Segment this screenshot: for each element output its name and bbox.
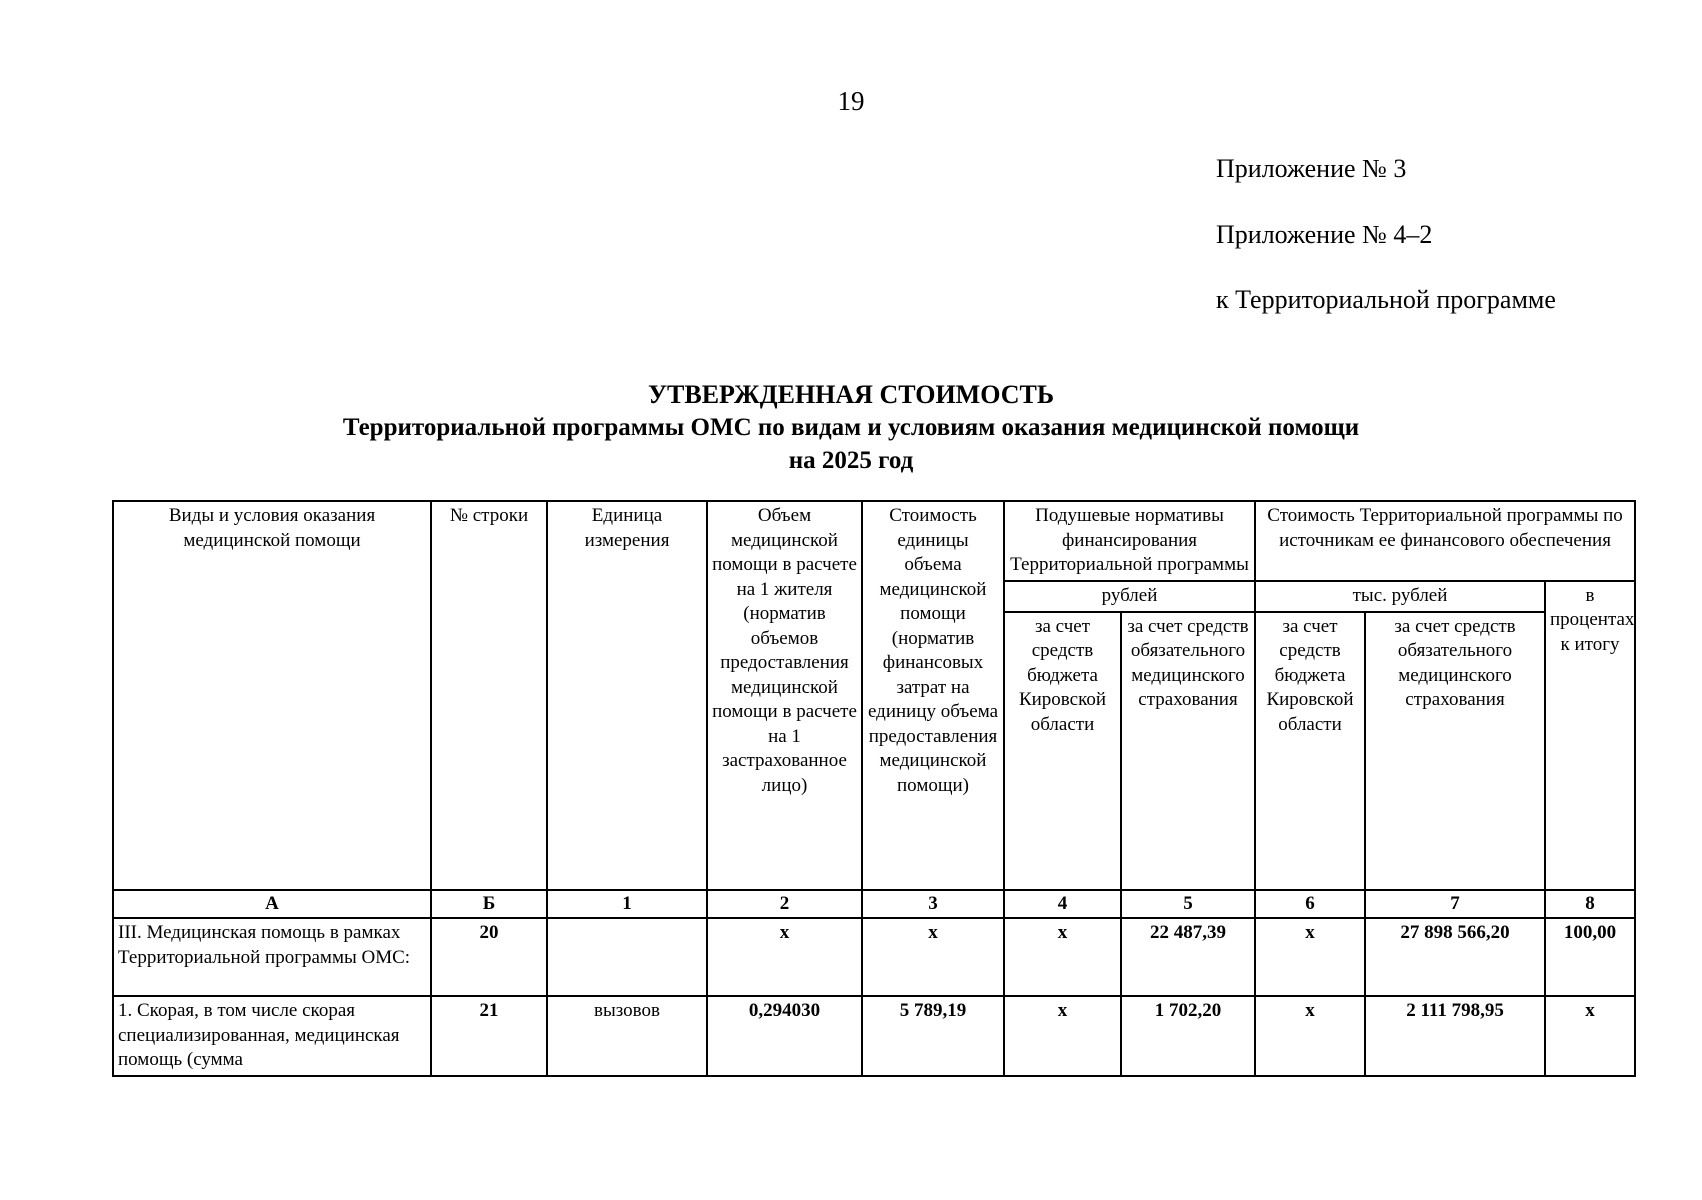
header-unit-thous: тыс. рублей (1255, 581, 1545, 612)
header-col-a: Виды и условия оказания медицинской помощи (113, 501, 431, 890)
col-number: А (113, 890, 431, 919)
row-volume: х (707, 918, 862, 996)
row-cost-oms: 27 898 566,20 (1365, 918, 1545, 996)
row-name: III. Медицинская помощь в рамках Территориальной программы ОМС: (113, 918, 431, 996)
row-name: 1. Скорая, в том числе скорая специализированная, медицинская помощь (сумма (113, 996, 431, 1076)
row-cost-budget: х (1255, 996, 1365, 1076)
row-per-capita-oms: 22 487,39 (1121, 918, 1255, 996)
col-number: 7 (1365, 890, 1545, 919)
row-line-number: 20 (431, 918, 547, 996)
annex-line-2: Приложение № 4–2 (1216, 220, 1433, 249)
header-col-3: Стоимость единицы объема медицинской помощи (норматив финансовых затрат на единицу объема предоставления медицинской помощи) (862, 501, 1004, 890)
annex-line-3: к Территориальной программе (1216, 285, 1556, 314)
row-unit: вызовов (547, 996, 707, 1076)
col-number: 1 (547, 890, 707, 919)
header-col-5: за счет средств обязательного медицинского страхования (1121, 612, 1255, 890)
cost-table (112, 500, 1636, 1077)
header-group-cost: Стоимость Территориальной программы по источникам ее финансового обеспечения (1255, 501, 1635, 581)
table-row (113, 996, 1635, 1076)
page-number: 19 (837, 86, 865, 116)
table-row (113, 918, 1635, 996)
col-number: 6 (1255, 890, 1365, 919)
document-title (0, 378, 1702, 477)
header-col-8: в процентах к итогу (1545, 581, 1635, 890)
row-per-capita-oms: 1 702,20 (1121, 996, 1255, 1076)
row-unit (547, 918, 707, 996)
header-col-2: Объем медицинской помощи в расчете на 1 жителя (норматив объемов предоставления медицинской помощи в расчете на 1 застрахованное лицо) (707, 501, 862, 890)
row-volume: 0,294030 (707, 996, 862, 1076)
title-line-3: на 2025 год (788, 447, 914, 474)
col-number: 8 (1545, 890, 1635, 919)
row-cost-budget: х (1255, 918, 1365, 996)
header-col-6: за счет средств бюджета Кировской области (1255, 612, 1365, 890)
annex-line-1: Приложение № 3 (1216, 154, 1407, 183)
row-per-capita-budget: х (1004, 918, 1121, 996)
row-cost-oms: 2 111 798,95 (1365, 996, 1545, 1076)
header-col-b: № строки (431, 501, 547, 890)
col-number: 5 (1121, 890, 1255, 919)
col-number: 2 (707, 890, 862, 919)
row-percent: 100,00 (1545, 918, 1635, 996)
column-number-row (113, 890, 1635, 919)
header-group-per-capita: Подушевые нормативы финансирования Территориальной программы (1004, 501, 1255, 581)
row-unit-cost: 5 789,19 (862, 996, 1004, 1076)
header-col-1: Единица измерения (547, 501, 707, 890)
row-unit-cost: х (862, 918, 1004, 996)
header-col-7: за счет средств обязательного медицинского страхования (1365, 612, 1545, 890)
header-unit-rub: рублей (1004, 581, 1255, 612)
row-per-capita-budget: х (1004, 996, 1121, 1076)
header-col-4: за счет средств бюджета Кировской области (1004, 612, 1121, 890)
row-line-number: 21 (431, 996, 547, 1076)
col-number: Б (431, 890, 547, 919)
col-number: 3 (862, 890, 1004, 919)
col-number: 4 (1004, 890, 1121, 919)
header-row-1 (113, 501, 1635, 581)
row-percent: х (1545, 996, 1635, 1076)
title-line-2: Территориальной программы ОМС по видам и условиям оказания медицинской помощи (342, 414, 1360, 441)
title-main: УТВЕРЖДЕННАЯ СТОИМОСТЬ (647, 380, 1055, 409)
